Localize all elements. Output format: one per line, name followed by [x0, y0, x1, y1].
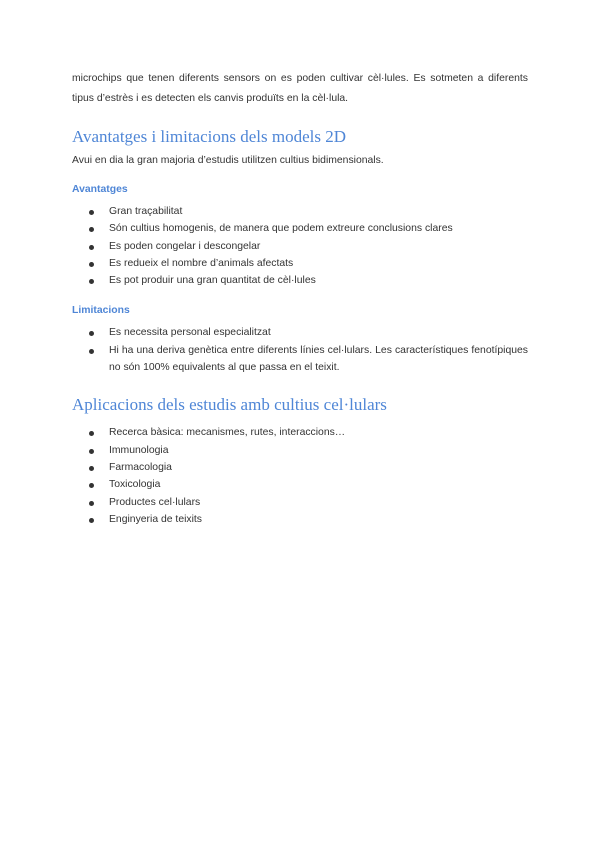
bullet-icon: [89, 245, 94, 250]
list-item: Es pot produir una gran quantitat de cèl·lules: [72, 272, 528, 289]
list-item: Són cultius homogenis, de manera que podem extreure conclusions clares: [72, 220, 528, 237]
applications-list: [72, 424, 528, 528]
subheading-limitations: Limitacions: [72, 305, 130, 317]
bullet-icon: [89, 501, 94, 506]
subheading-advantages: Avantatges: [72, 184, 128, 195]
list-item: Es necessita personal especialitzat: [72, 324, 528, 341]
bullet-icon: [89, 431, 94, 436]
list-item: Es poden congelar i descongelar: [72, 238, 528, 255]
bullet-icon: [89, 262, 94, 267]
bullet-icon: [89, 279, 94, 284]
bullet-icon: [89, 449, 94, 454]
advantages-list: [72, 203, 528, 289]
list-item: Immunologia: [72, 442, 528, 459]
heading-advantages-limitations: Avantatges i limitacions dels models 2D: [72, 127, 347, 146]
document-page: [72, 69, 528, 528]
list-item: Enginyeria de teixits: [72, 511, 528, 528]
bullet-icon: [89, 466, 94, 471]
list-item: Recerca bàsica: mecanismes, rutes, interaccions…: [72, 424, 528, 441]
list-item: Productes cel·lulars: [72, 494, 528, 511]
intro-paragraph: microchips que tenen diferents sensors on es poden cultivar cèl·lules. Es sotmeten a diferents tipus d’estrès i es detecten els canvis produïts en la cèl·lula.: [72, 73, 528, 104]
heading-applications: Aplicacions dels estudis amb cultius cel·lulars: [72, 395, 387, 415]
limitations-list: [72, 324, 528, 376]
bullet-icon: [89, 483, 94, 488]
bullet-icon: [89, 227, 94, 232]
section1-lead-paragraph: Avui en dia la gran majoria d’estudis utilitzen cultius bidimensionals.: [72, 155, 384, 166]
list-item: Farmacologia: [72, 459, 528, 476]
bullet-icon: [89, 349, 94, 354]
list-item: Toxicologia: [72, 476, 528, 493]
list-item: Es redueix el nombre d’animals afectats: [72, 255, 528, 272]
bullet-icon: [89, 518, 94, 523]
list-item: Hi ha una deriva genètica entre diferents línies cel·lulars. Les característiques fenotípiques no són 100% equivalents al que passa en el teixit.: [72, 342, 528, 377]
list-item: Gran traçabilitat: [72, 203, 528, 220]
bullet-icon: [89, 331, 94, 336]
bullet-icon: [89, 210, 94, 215]
